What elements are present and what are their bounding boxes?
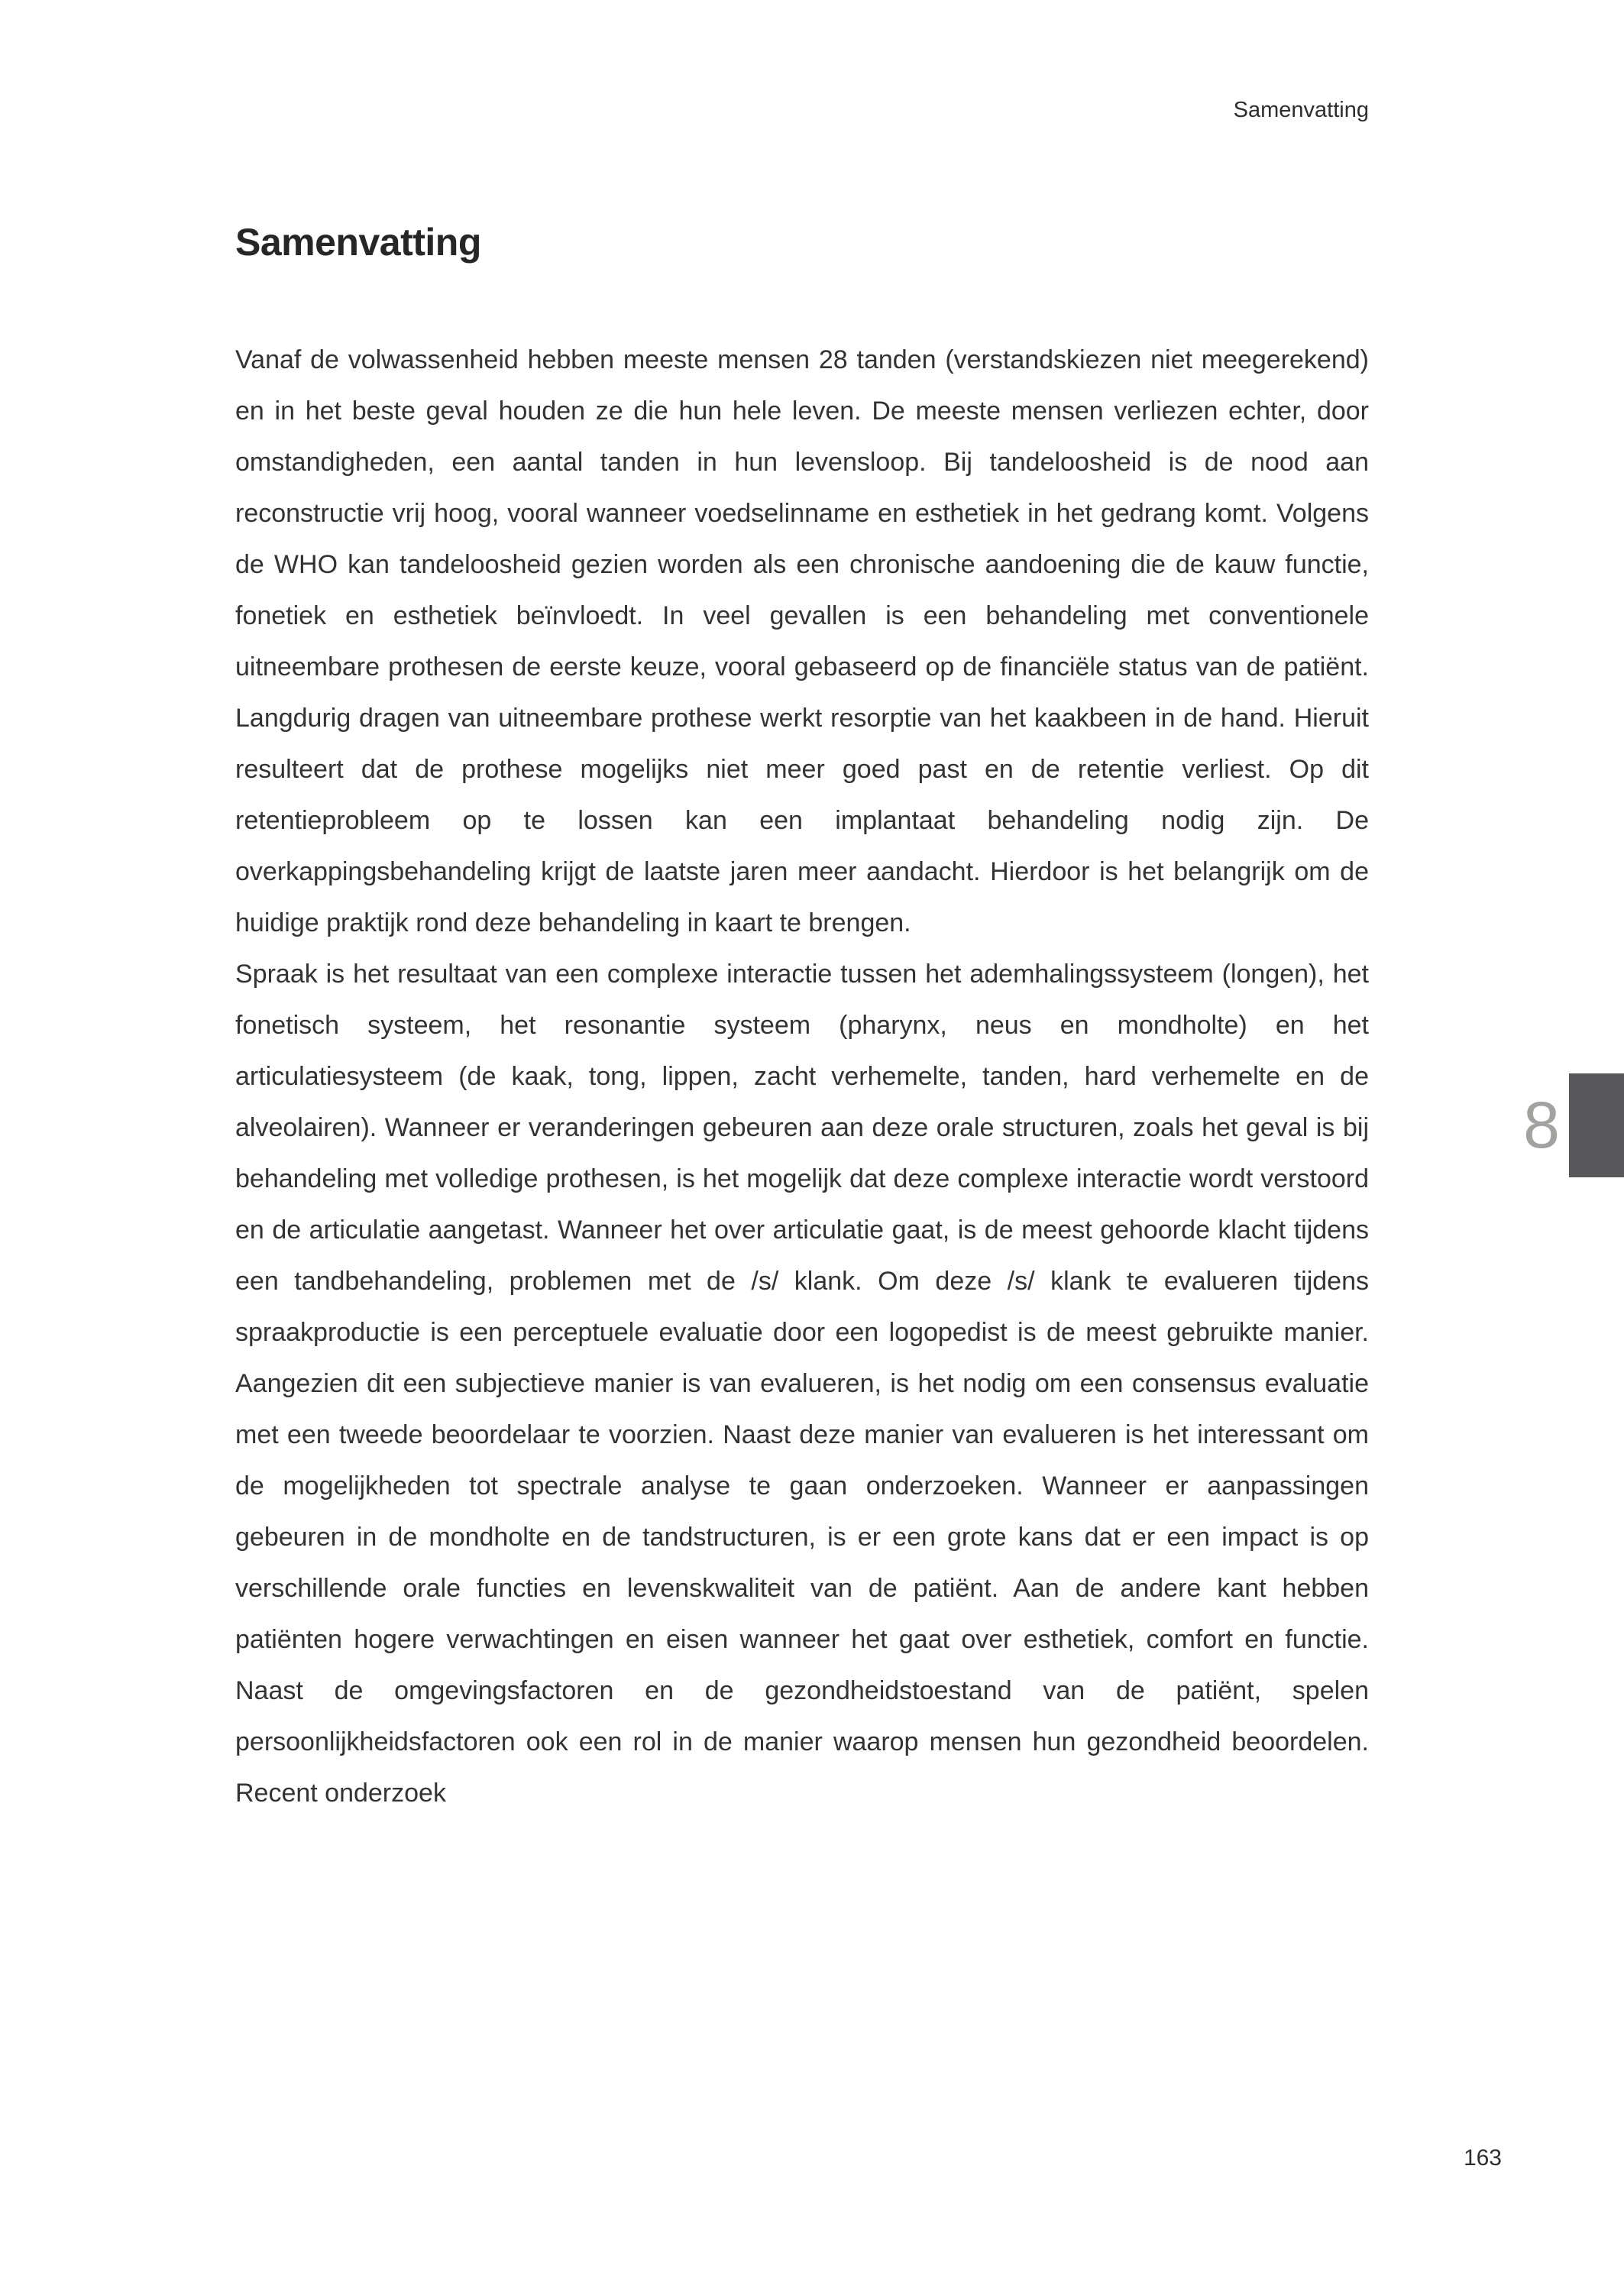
running-header-text: Samenvatting bbox=[1233, 98, 1369, 122]
chapter-number: 8 bbox=[1523, 1089, 1560, 1162]
chapter-tab-marker bbox=[1569, 1073, 1624, 1177]
paragraph-2: Spraak is het resultaat van een complexe interactie tussen het ademhalingssysteem (longen), het fonetisch systeem, het resonantie systeem (pharynx, neus en mondholte) en het articulatiesysteem (de kaak, tong, lippen, zacht verhemelte, tanden, hard verhemelte en de alveolairen). Wanneer er veranderingen gebeuren aan deze orale structuren, zoals het geval is bij behandeling met volledige prothesen, is het mogelijk dat deze complexe interactie wordt verstoord en de articulatie aangetast. Wanneer het over articulatie gaat, is de meest gehoorde klacht tijdens een tandbehandeling, problemen met de /s/ klank. Om deze /s/ klank te evalueren tijdens spraakproductie is een perceptuele evaluatie door een logopedist is de meest gebruikte manier. Aangezien dit een subjectieve manier is van evalueren, is het nodig om een consensus evaluatie met een tweede beoordelaar te voorzien. Naast deze manier van evalueren is het interessant om de mogelijkheden tot spectrale analyse te gaan onderzoeken. Wanneer er aanpassingen gebeuren in de mondholte en de tandstructuren, is er een grote kans dat er een impact is op verschillende orale functies en levenskwaliteit van de patiënt. Aan de andere kant hebben patiënten hogere verwachtingen en eisen wanneer het gaat over esthetiek, comfort en functie. Naast de omgevingsfactoren en de gezondheidstoestand van de patiënt, spelen persoonlijkheidsfactoren ook een rol in de manier waarop mensen hun gezondheid beoordelen. Recent onderzoek bbox=[235, 960, 1369, 1808]
paragraph-1: Vanaf de volwassenheid hebben meeste mensen 28 tanden (verstandskiezen niet meegerekend) en in het beste geval houden ze die hun hele leven. De meeste mensen verliezen echter, door omstandigheden, een aantal tanden in hun levensloop. Bij tandeloosheid is de nood aan reconstructie vrij hoog, vooral wanneer voedselinname en esthetiek in het gedrang komt. Volgens de WHO kan tandeloosheid gezien worden als een chronische aandoening die de kauw functie, fonetiek en esthetiek beïnvloedt. In veel gevallen is een behandeling met conventionele uitneembare prothesen de eerste keuze, vooral gebaseerd op de financiële status van de patiënt. Langdurig dragen van uitneembare prothese werkt resorptie van het kaakbeen in de hand. Hieruit resulteert dat de prothese mogelijks niet meer goed past en de retentie verliest. Op dit retentieprobleem op te lossen kan een implantaat behandeling nodig zijn. De overkappingsbehandeling krijgt de laatste jaren meer aandacht. Hierdoor is het belangrijk om de huidige praktijk rond deze behandeling in kaart te brengen. bbox=[235, 345, 1369, 937]
page-title: Samenvatting bbox=[235, 221, 481, 264]
body-text bbox=[235, 335, 1369, 1819]
running-header bbox=[235, 98, 1369, 123]
page-number: 163 bbox=[1463, 2145, 1502, 2171]
chapter-tab bbox=[1523, 1073, 1624, 1177]
